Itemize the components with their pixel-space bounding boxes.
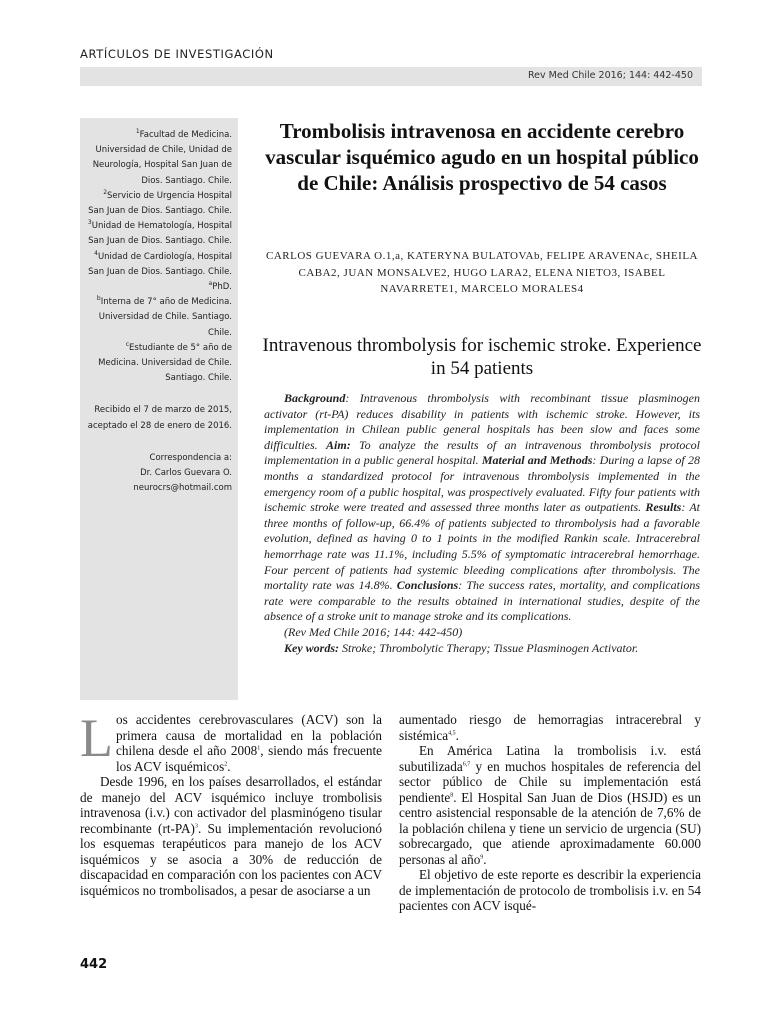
- reference-mark: 8: [450, 792, 454, 799]
- journal-reference: Rev Med Chile 2016; 144: 442-450: [528, 70, 693, 81]
- body-paragraph: En América Latina la trombolisis i.v. está subutilizada$^{6,7}$ y en muchos hospitales de referencia del sector público de Chile su implementación está pendiente$^8$. El Hospital San Juan de Dios (HSJD) es un centro asistencial responsable de la atención de 7,6% de la población chilena y tiene un servicio de urgencia (SU) sobrecargado, que atiende aproximadamente 60.000 personas al año$^9$.: [399, 743, 701, 867]
- section-label: ARTÍCULOS DE INVESTIGACIÓN: [80, 47, 274, 61]
- affiliation-2: $^2$Servicio de Urgencia Hospital San Juan de Dios. Santiago. Chile.: [88, 188, 232, 217]
- body-paragraph: El objetivo de este reporte es describir la experiencia de implementación de protocolo de trombolisis i.v. en 54 pacientes con ACV isqué-: [399, 867, 701, 913]
- correspondence-label: Correspondencia a:: [149, 452, 232, 463]
- results-label: Results: [645, 500, 682, 515]
- received-date: Recibido el 7 de marzo de 2015, aceptado el 28 de enero de 2016.: [87, 405, 232, 431]
- affiliation-a: $^a$PhD.: [208, 280, 232, 293]
- abstract: [264, 391, 700, 656]
- author-list: CARLOS GUEVARA O.1,a, KATERYNA BULATOVAb, FELIPE ARAVENAc, SHEILA CABA2, JUAN MONSALVE2, HUGO LARA2, ELENA NIETO3, ISABEL NAVARRETE1, MARCELO MORALES4: [266, 250, 698, 295]
- article-title: Trombolisis intravenosa en accidente cerebro vascular isquémico agudo en un hospital público de Chile: Análisis prospectivo de 54 casos: [265, 119, 699, 195]
- reference-mark: 6,7: [462, 761, 471, 768]
- english-title: Intravenous thrombolysis for ischemic stroke. Experience in 54 patients: [262, 335, 702, 379]
- methods-label: Material and Methods: [481, 453, 593, 468]
- affiliation-c: $^c$Estudiante de 5° año de Medicina. Universidad de Chile. Santiago. Chile.: [98, 341, 232, 384]
- drop-cap: L: [80, 708, 113, 768]
- correspondence-email: neurocrs@hotmail.com: [133, 483, 232, 494]
- body-paragraph: Los accidentes cerebrovasculares (ACV) son la primera causa de mortalidad en la población chilena desde el año 2008$^1$, siendo más frecuente los ACV isquémicos$^2$.: [80, 708, 382, 774]
- affiliation-b: $^b$Interna de 7° año de Medicina. Universidad de Chile. Santiago. Chile.: [96, 295, 232, 338]
- body-column-right: [399, 712, 701, 914]
- conclusions-label: Conclusions: [396, 578, 459, 593]
- header-bar: [80, 67, 702, 86]
- reference-mark: 3: [194, 823, 198, 830]
- keywords: Key words: Stroke; Thrombolytic Therapy; Tissue Plasminogen Activator.: [284, 640, 639, 655]
- keywords-label: Key words:: [284, 640, 339, 655]
- abstract-body: Background: Intravenous thrombolysis with recombinant tissue plasminogen activator (rt-PA) reduces disability in patients with ischemic stroke. However, its implementation in Chilean public general hospitals has been slow and faces some difficulties. Aim: To analyze the results of an intravenous thrombolysis protocol implementation in a public general hospital. Material and Methods: During a lapse of 28 months a standardized protocol for intravenous thrombolysis implemented in the emergency room of a public hospital, was prospectively evaluated. Fifty four patients with ischemic stroke were treated and assessed three months later as outpatients. Results: At three months of follow-up, 66.4% of patients subjected to thrombolysis had a favorable evolution, defined as having 0 to 1 points in the modified Rankin scale. Intracerebral hemorrhage rate was 11.1%, including 5.5% of symptomatic intracerebral hemorrhage. Four percent of patients had systemic bleeding complications after thrombolysis. The mortality rate was 14.8%. Conclusions: The success rates, mortality, and complications rate were comparable to the results obtained in international studies, despite of the absence of a stroke unit to manage stroke and its complications.: [264, 391, 701, 624]
- affiliation-4: $^4$Unidad de Cardiología, Hospital San Juan de Dios. Santiago. Chile.: [88, 249, 232, 277]
- body-paragraph: aumentado riesgo de hemorragias intracerebral y sistémica$^{4,5}$.: [399, 712, 701, 743]
- reference-mark: 4,5: [448, 730, 456, 737]
- body-paragraph: Desde 1996, en los países desarrollados, el estándar de manejo del ACV isquémico incluye trombolisis intravenosa (i.v.) con activador del plasminógeno tisular recombinante $(rt-PA)^3$. Su implementación revolucionó los esquemas terapéuticos para manejo de los ACV isquémicos y se asocia a 30% de reducción de discapacidad en comparación con los pacientes con ACV isquémicos no trombolisados, a pesar de asociarse a un: [80, 774, 382, 898]
- body-column-left: [80, 708, 382, 898]
- background-label: Background: [284, 391, 346, 405]
- affiliations-sidebar: [80, 118, 238, 700]
- abstract-citation: (Rev Med Chile 2016; 144: 442-450): [284, 624, 463, 639]
- aim-label: Aim:: [326, 437, 351, 452]
- correspondence-name: Dr. Carlos Guevara O.: [140, 468, 232, 479]
- affiliation-3: $^3$Unidad de Hematología, Hospital San Juan de Dios. Santiago. Chile.: [87, 219, 232, 247]
- reference-mark: 1: [257, 745, 261, 752]
- affiliation-1: $^1$Facultad de Medicina. Universidad de Chile, Unidad de Neurología, Hospital San Juan de Dios. Santiago. Chile.: [92, 128, 232, 186]
- page-number: 442: [80, 957, 108, 972]
- reference-mark: 2: [224, 761, 228, 768]
- reference-mark: 9: [480, 854, 484, 861]
